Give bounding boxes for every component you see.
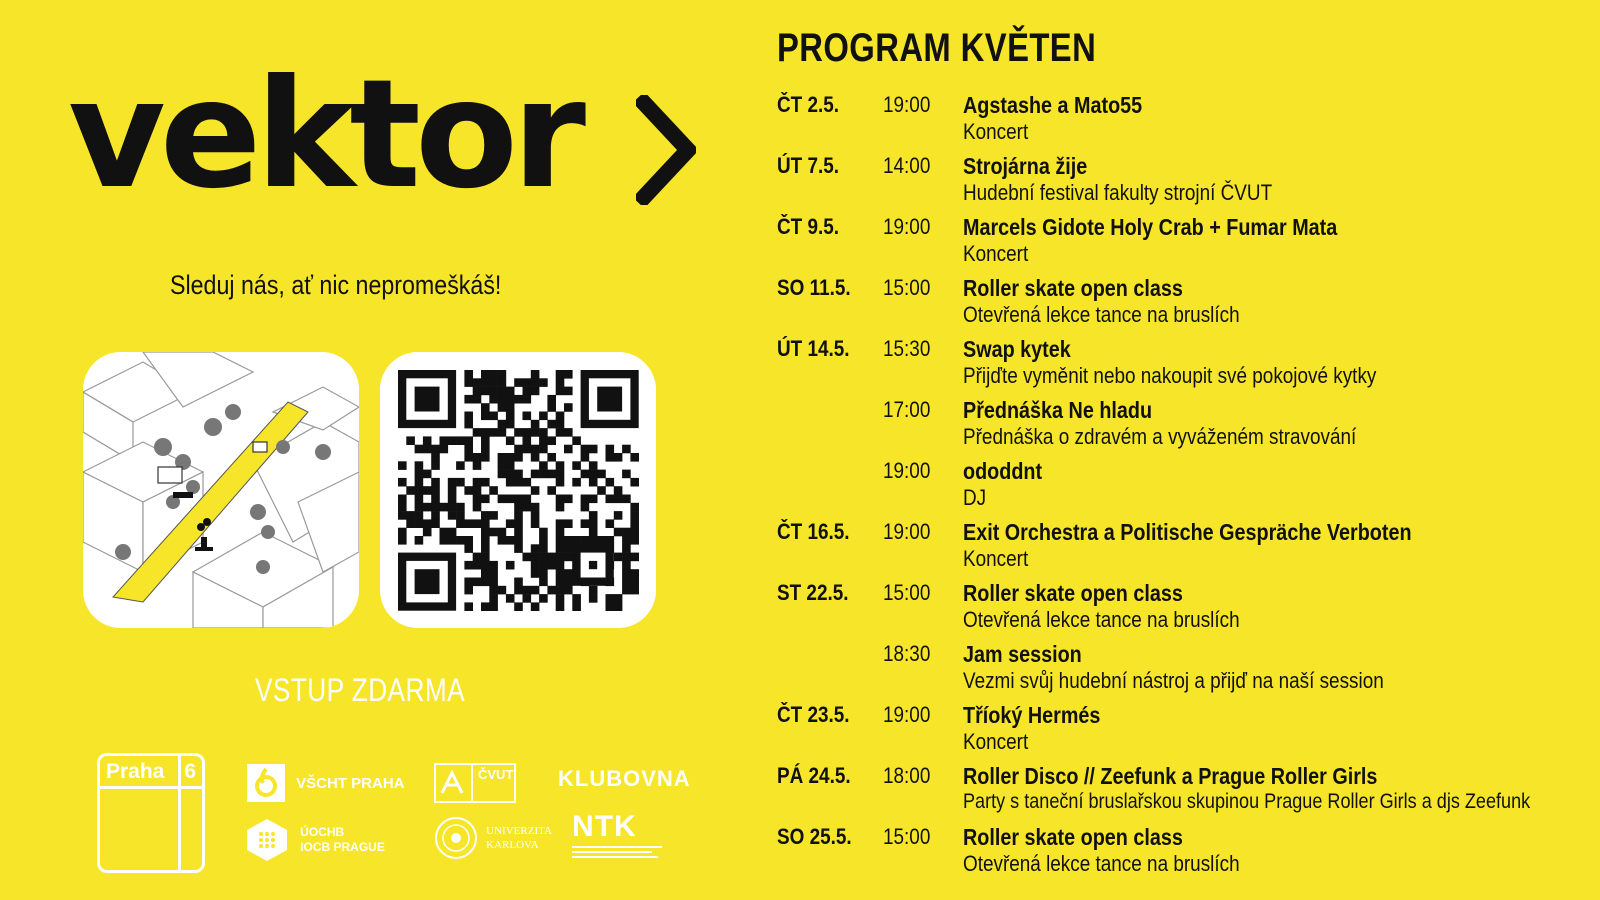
event-date: ČT 16.5. (777, 519, 850, 544)
praha6-number: 6 (184, 760, 196, 783)
ntk-logo (572, 810, 662, 860)
event-time: 19:00 (883, 458, 931, 483)
event-description: Otevřená lekce tance na bruslích (963, 851, 1240, 876)
event-date: SO 25.5. (777, 824, 852, 849)
event-description: Přednáška o zdravém a vyváženém stravování (963, 424, 1357, 449)
event-description: Otevřená lekce tance na bruslích (963, 607, 1240, 632)
event-date: ČT 23.5. (777, 702, 850, 727)
isometric-map-icon (83, 352, 359, 628)
uochb-logo (246, 818, 385, 862)
event-time: 19:00 (883, 702, 931, 727)
event-title: Agstashe a Mato55 (963, 92, 1143, 118)
event-row (777, 580, 1597, 638)
event-title: Exit Orchestra a Politische Gespräche Verboten (963, 519, 1412, 545)
event-title: Přednáška Ne hladu (963, 397, 1153, 423)
event-row (777, 763, 1597, 821)
event-row (777, 641, 1597, 699)
event-row (777, 458, 1597, 516)
event-title: Tříoký Hermés (963, 702, 1101, 728)
event-date: SO 11.5. (777, 275, 851, 300)
ntk-label: NTK (572, 810, 637, 843)
uochb-label-en: IOCB PRAGUE (300, 840, 385, 854)
vscht-logo (246, 763, 405, 803)
program-title: PROGRAM KVĚTEN (777, 26, 1097, 70)
event-title: Roller skate open class (963, 824, 1183, 850)
event-date: ÚT 7.5. (777, 153, 840, 178)
event-time: 17:00 (883, 397, 931, 422)
event-title: Roller skate open class (963, 275, 1183, 301)
event-row (777, 336, 1597, 394)
event-row (777, 275, 1597, 333)
klubovna-logo (558, 766, 691, 792)
event-time: 19:00 (883, 214, 931, 239)
event-row (777, 214, 1597, 272)
event-time: 15:00 (883, 824, 931, 849)
ntk-fineprint-icon (572, 844, 662, 860)
qr-code-icon[interactable] (380, 352, 656, 628)
event-row (777, 824, 1597, 882)
event-description: Party s taneční bruslařskou skupinou Prague Roller Girls a djs Zeefunk (963, 790, 1531, 813)
event-description: Přijďte vyměnit nebo nakoupit své pokojové kytky (963, 363, 1377, 388)
event-description: Koncert (963, 546, 1029, 571)
event-date: PÁ 24.5. (777, 763, 851, 788)
praha6-label: Praha (106, 760, 165, 783)
event-row (777, 702, 1597, 760)
event-description: Vezmi svůj hudební nástroj a přijď na naší session (963, 668, 1384, 693)
cvut-logo (434, 763, 516, 807)
event-row (777, 92, 1597, 150)
event-title: Swap kytek (963, 336, 1071, 362)
event-description: Otevřená lekce tance na bruslích (963, 302, 1240, 327)
event-time: 15:00 (883, 275, 931, 300)
event-description: Koncert (963, 119, 1029, 144)
vscht-label: VŠCHT PRAHA (296, 774, 405, 792)
event-time: 19:00 (883, 92, 931, 117)
uochb-hexagon-icon (246, 818, 288, 862)
event-date: ČT 2.5. (777, 92, 840, 117)
event-description: Koncert (963, 241, 1029, 266)
event-title: Jam session (963, 641, 1082, 667)
event-date: ST 22.5. (777, 580, 849, 605)
event-description: Hudební festival fakulty strojní ČVUT (963, 180, 1273, 205)
qr-code[interactable] (380, 352, 656, 628)
event-description: DJ (963, 485, 987, 510)
praha6-logo (97, 753, 205, 873)
event-time: 15:30 (883, 336, 931, 361)
event-title: ododdnt (963, 458, 1043, 484)
karlova-label-1: UNIVERZITA (486, 825, 552, 837)
event-title: Roller Disco // Zeefunk a Prague Roller Girls (963, 763, 1378, 789)
event-description: Koncert (963, 729, 1029, 754)
event-date: ÚT 14.5. (777, 336, 850, 361)
event-time: 19:00 (883, 519, 931, 544)
event-time: 18:30 (883, 641, 931, 666)
event-time: 15:00 (883, 580, 931, 605)
event-title: Marcels Gidote Holy Crab + Fumar Mata (963, 214, 1338, 240)
map-illustration (83, 352, 359, 628)
event-row (777, 153, 1597, 211)
vektor-logo-text: vektor (68, 48, 580, 222)
event-title: Strojárna žije (963, 153, 1088, 179)
karlova-label-2: KARLOVA (486, 839, 539, 851)
vscht-mark-icon (246, 763, 286, 803)
karlova-seal-icon (434, 816, 478, 860)
event-date: ČT 9.5. (777, 214, 840, 239)
praha6-line (100, 786, 202, 789)
uochb-label-cz: ÚOCHB (300, 825, 345, 839)
event-row (777, 519, 1597, 577)
event-time: 18:00 (883, 763, 931, 788)
free-entry-label: VSTUP ZDARMA (255, 672, 466, 708)
klubovna-label: KLUBOVNA (558, 766, 691, 791)
event-time: 14:00 (883, 153, 931, 178)
chevron-right-icon (636, 95, 696, 205)
praha6-divider (178, 756, 181, 870)
event-row (777, 397, 1597, 455)
cvut-label: ČVUT (478, 767, 514, 782)
event-title: Roller skate open class (963, 580, 1183, 606)
follow-us-text: Sleduj nás, ať nic nepromeškáš! (170, 270, 502, 300)
karlova-logo (434, 816, 552, 860)
